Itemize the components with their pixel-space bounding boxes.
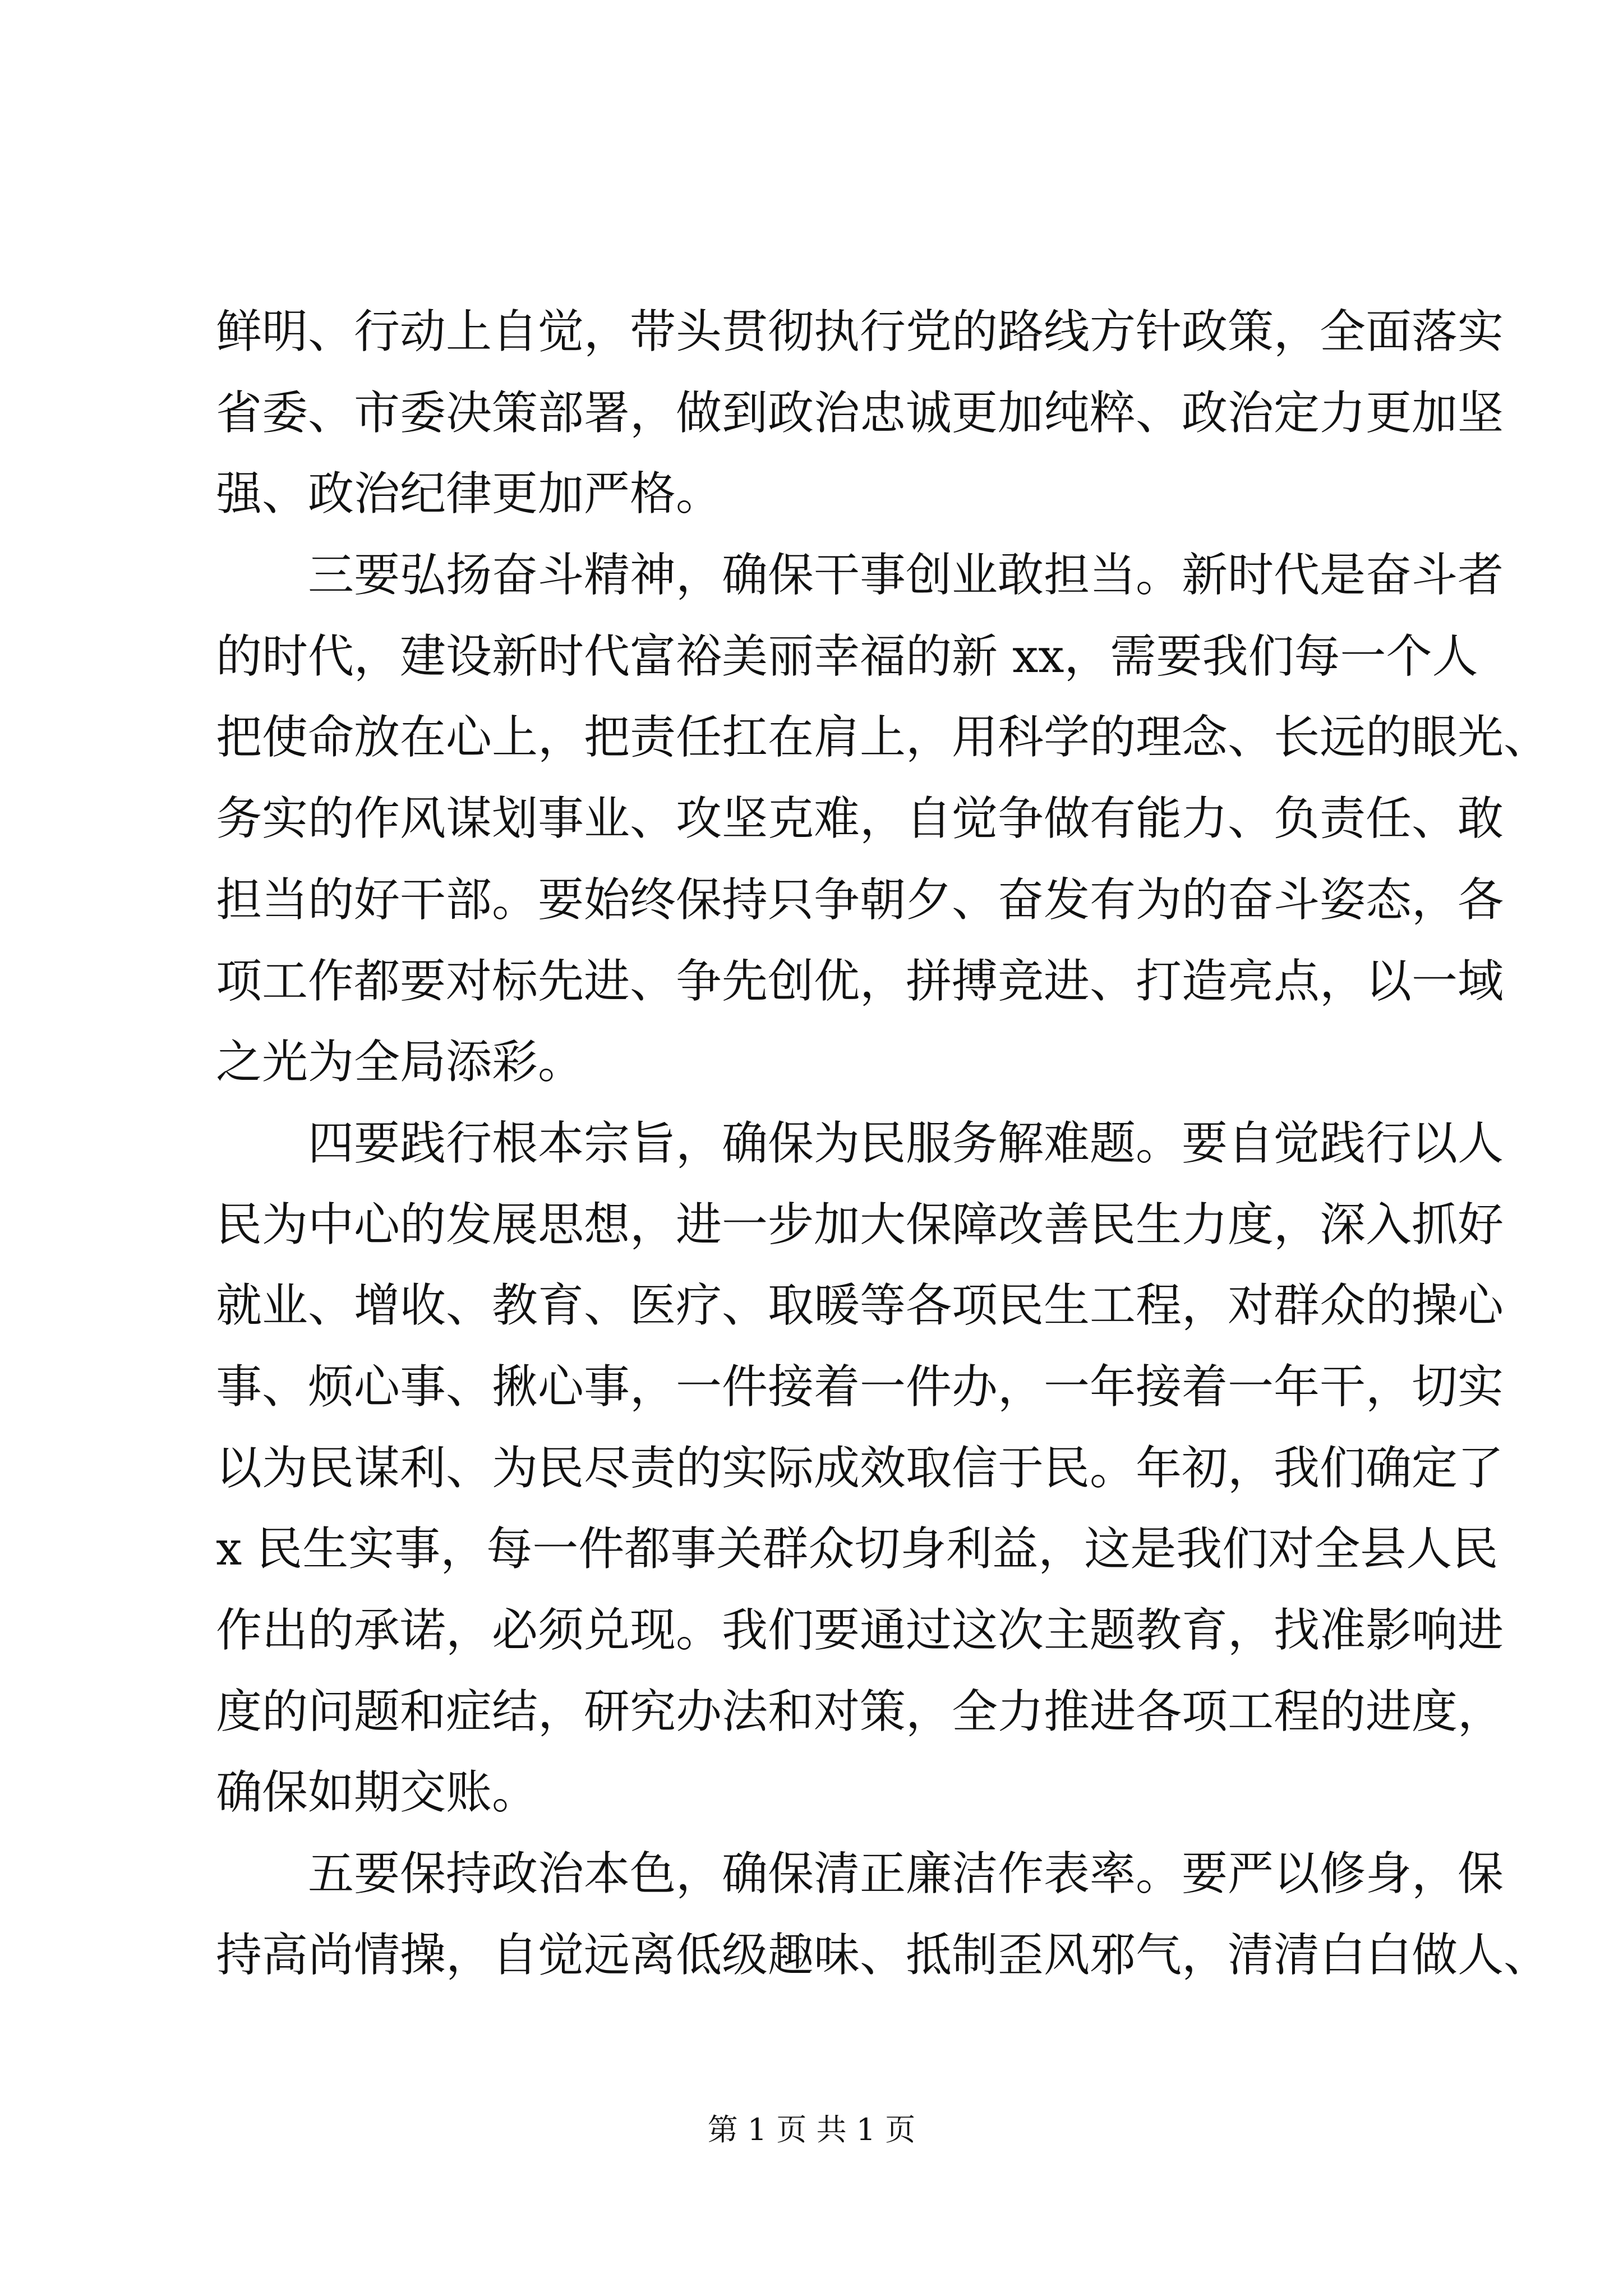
paragraph [216,292,1504,535]
text-line: x 民生实事，每一件都事关群众切身利益，这是我们对全县人民 [216,1522,1498,1576]
text-line: 五要保持政治本色，确保清正廉洁作表率。要严以修身，保 [308,1847,1504,1901]
text-line: 就业、增收、教育、医疗、取暖等各项民生工程，对群众的操心 [216,1279,1504,1333]
text-line: 民为中心的发展思想，进一步加大保障改善民生力度，深入抓好 [216,1198,1504,1251]
text-line: 把使命放在心上，把责任扛在肩上，用科学的理念、长远的眼光、 [216,711,1550,765]
text-line: 项工作都要对标先进、争先创优，拼搏竞进、打造亮点，以一域 [216,954,1504,1008]
text-line: 省委、市委决策部署，做到政治忠诚更加纯粹、政治定力更加坚 [216,386,1504,440]
text-line: 鲜明、行动上自觉，带头贯彻执行党的路线方针政策，全面落实 [216,305,1504,358]
paragraph [216,1103,1504,1834]
text-line: 强、政治纪律更加严格。 [216,467,722,521]
text-line: 三要弘扬奋斗精神，确保干事创业敢担当。新时代是奋斗者 [308,549,1504,602]
text-line: 担当的好干部。要始终保持只争朝夕、奋发有为的奋斗姿态，各 [216,873,1504,927]
text-line: 确保如期交账。 [216,1766,538,1820]
text-line: 以为民谋利、为民尽责的实际成效取信于民。年初，我们确定了 [216,1441,1504,1495]
text-line: 持高尚情操，自觉远离低级趣味、抵制歪风邪气，清清白白做人、 [216,1928,1550,1982]
page-number-label: 第 1 页 共 1 页 [707,2112,916,2147]
text-line: 度的问题和症结，研究办法和对策，全力推进各项工程的进度， [216,1685,1504,1738]
page-footer [0,2110,1623,2150]
paragraph [216,535,1550,1103]
text-line: 的时代，建设新时代富裕美丽幸福的新 xx，需要我们每一个人 [216,629,1478,683]
text-line: 事、烦心事、揪心事，一件接着一件办，一年接着一年干，切实 [216,1360,1504,1414]
text-line: 之光为全局添彩。 [216,1036,584,1089]
text-line: 务实的作风谋划事业、攻坚克难，自觉争做有能力、负责任、敢 [216,792,1504,846]
text-line: 作出的承诺，必须兑现。我们要通过这次主题教育，找准影响进 [216,1604,1504,1657]
paragraph [216,1834,1550,1996]
text-line: 四要践行根本宗旨，确保为民服务解难题。要自觉践行以人 [308,1116,1504,1170]
document-body [216,292,1550,1996]
